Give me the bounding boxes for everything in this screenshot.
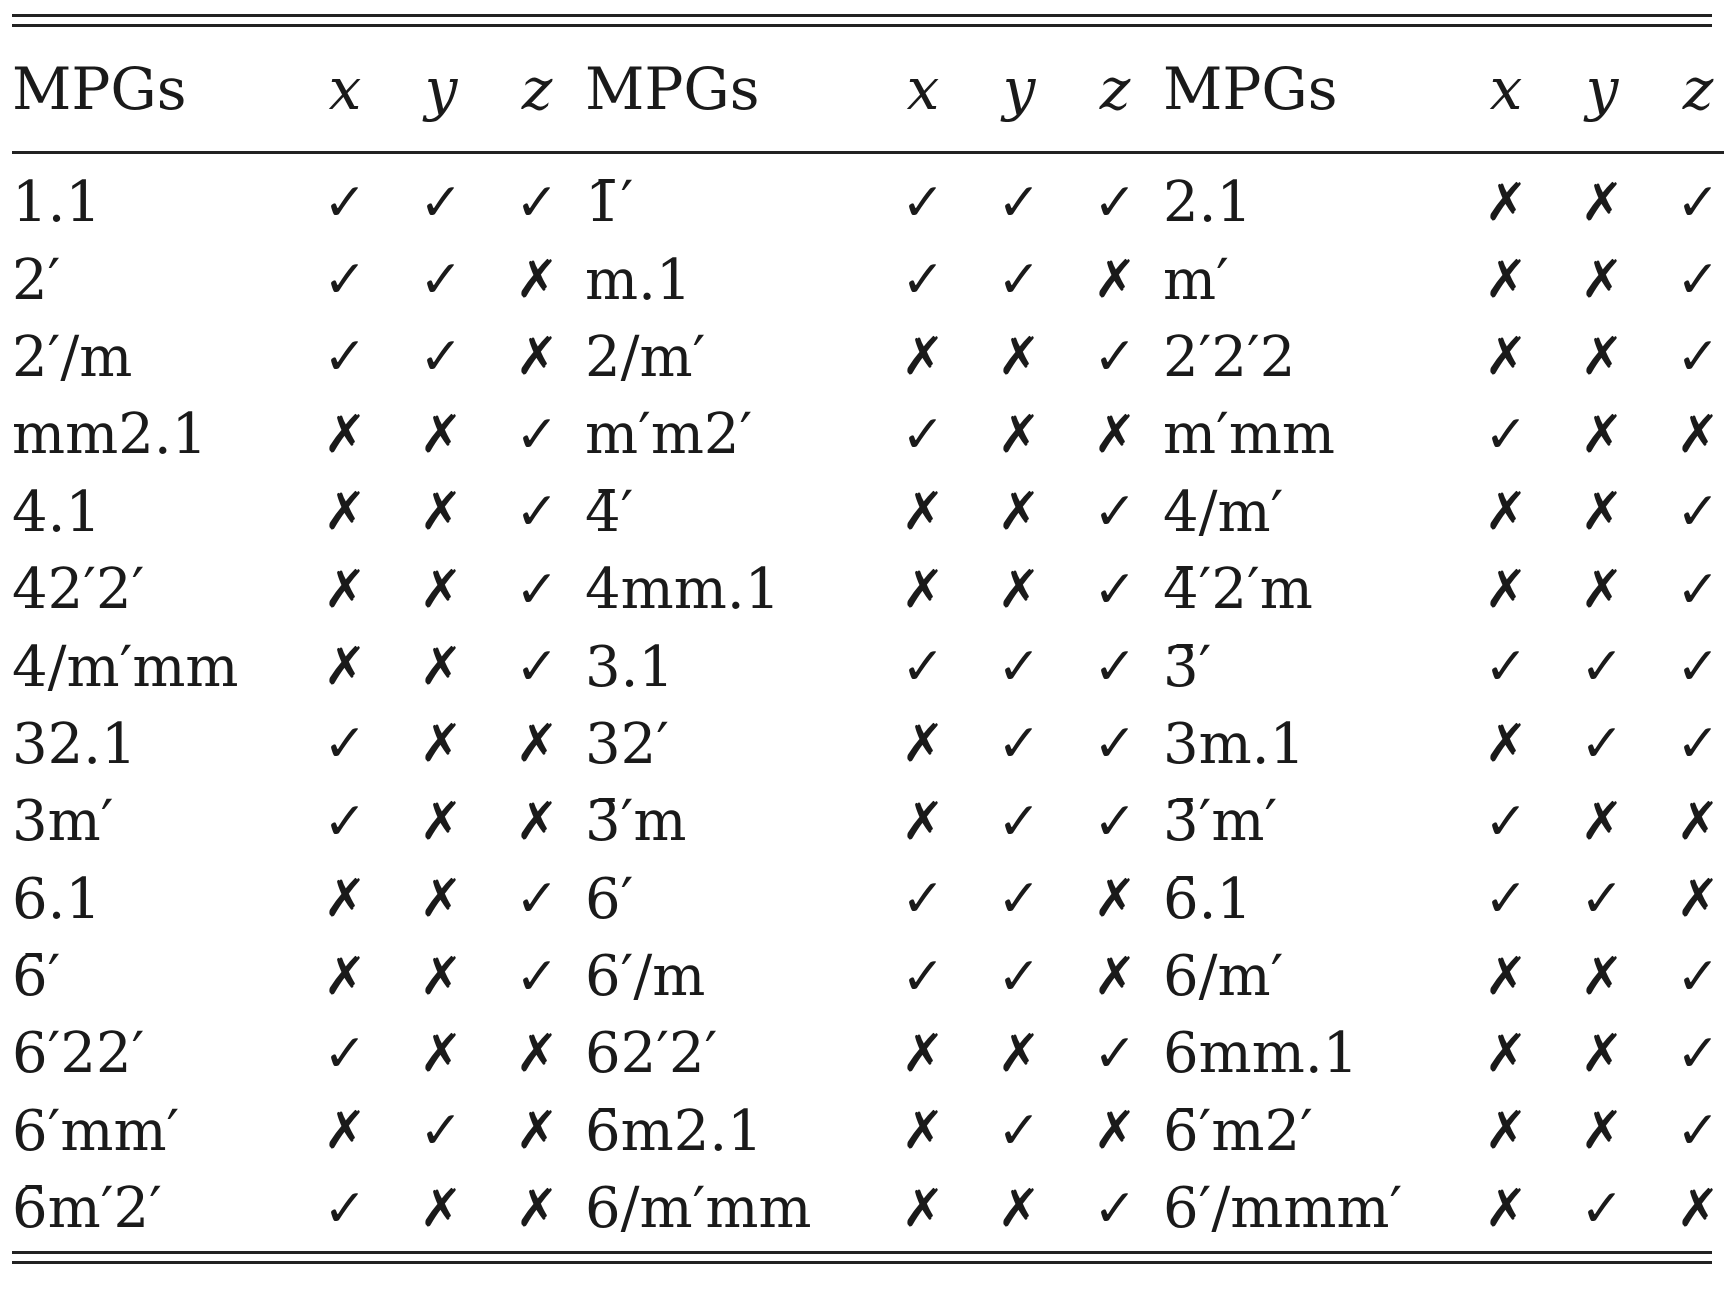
mark-x-1: ✓ [323, 327, 367, 388]
mark-y-2: ✗ [997, 1178, 1041, 1239]
mark-z-2: ✗ [1093, 404, 1137, 465]
mark-x-1: ✗ [323, 482, 367, 543]
mark-x-1: ✓ [323, 250, 367, 311]
mark-z-3: ✓ [1676, 559, 1720, 620]
mark-z-1: ✓ [515, 946, 559, 1007]
header-x-3: x [1489, 55, 1523, 123]
top-double-rule [12, 14, 1712, 27]
table-header [12, 27, 1724, 154]
group-cell-1: 2′ [12, 247, 61, 313]
mark-z-1: ✗ [515, 1101, 559, 1162]
table-row [12, 1093, 1724, 1170]
mark-x-2: ✓ [901, 172, 945, 233]
header-x-2: x [906, 55, 940, 123]
group-cell-1: 6̄m′2′ [12, 1176, 162, 1242]
header-row [12, 27, 1724, 151]
mpg-table-container [12, 14, 1720, 1264]
mark-z-2: ✗ [1093, 1101, 1137, 1162]
group-cell-3: 4̄′2′m [1163, 557, 1313, 623]
mark-x-2: ✓ [901, 869, 945, 930]
mark-x-3: ✗ [1484, 1101, 1528, 1162]
mark-z-3: ✓ [1676, 482, 1720, 543]
mark-x-2: ✓ [901, 404, 945, 465]
mark-y-3: ✗ [1580, 1101, 1624, 1162]
mark-x-3: ✓ [1484, 637, 1528, 698]
mark-y-2: ✗ [997, 404, 1041, 465]
mark-y-2: ✓ [997, 172, 1041, 233]
group-cell-1: 3m′ [12, 789, 114, 855]
mark-y-3: ✗ [1580, 172, 1624, 233]
mark-x-3: ✗ [1484, 559, 1528, 620]
mark-y-1: ✗ [419, 404, 463, 465]
group-cell-3: 2.1 [1163, 170, 1253, 236]
mark-y-3: ✓ [1580, 1178, 1624, 1239]
mark-z-3: ✓ [1676, 637, 1720, 698]
mark-x-1: ✓ [323, 714, 367, 775]
group-cell-3: 3̄′m′ [1163, 789, 1278, 855]
mark-x-3: ✓ [1484, 404, 1528, 465]
mark-z-3: ✓ [1676, 1101, 1720, 1162]
mark-y-1: ✓ [419, 172, 463, 233]
mark-y-2: ✓ [997, 1101, 1041, 1162]
group-cell-3: 6mm.1 [1163, 1021, 1359, 1087]
mark-z-3: ✓ [1676, 250, 1720, 311]
mark-y-1: ✗ [419, 1178, 463, 1239]
header-z-3: z [1682, 55, 1714, 123]
group-cell-3: 6̄′m2′ [1163, 1098, 1313, 1164]
mark-y-3: ✗ [1580, 791, 1624, 852]
mark-y-3: ✗ [1580, 250, 1624, 311]
mark-x-2: ✗ [901, 1023, 945, 1084]
group-cell-1: 2′/m [12, 324, 133, 390]
group-cell-1: 6̄′ [12, 944, 61, 1010]
mark-y-2: ✓ [997, 946, 1041, 1007]
mark-y-3: ✗ [1580, 482, 1624, 543]
group-cell-1: 32.1 [12, 711, 137, 777]
header-y-1: y [424, 55, 458, 123]
mark-x-1: ✗ [323, 404, 367, 465]
group-cell-2: 4mm.1 [585, 557, 781, 623]
mark-z-2: ✗ [1093, 250, 1137, 311]
table-row [12, 861, 1724, 938]
mark-y-2: ✗ [997, 1023, 1041, 1084]
table-row [12, 241, 1724, 318]
mark-x-1: ✓ [323, 1023, 367, 1084]
mark-z-3: ✗ [1676, 869, 1720, 930]
group-cell-1: 42′2′ [12, 557, 145, 623]
mark-x-1: ✓ [323, 1178, 367, 1239]
mark-y-2: ✗ [997, 327, 1041, 388]
mark-x-2: ✗ [901, 714, 945, 775]
mark-z-1: ✓ [515, 404, 559, 465]
mark-y-3: ✓ [1580, 637, 1624, 698]
mark-z-1: ✗ [515, 250, 559, 311]
mark-y-2: ✗ [997, 559, 1041, 620]
mark-x-1: ✗ [323, 869, 367, 930]
mark-z-3: ✓ [1676, 946, 1720, 1007]
mark-y-1: ✗ [419, 1023, 463, 1084]
mark-y-1: ✗ [419, 637, 463, 698]
header-z-1: z [521, 55, 553, 123]
mark-z-1: ✓ [515, 172, 559, 233]
mark-z-1: ✓ [515, 559, 559, 620]
mark-z-2: ✗ [1093, 946, 1137, 1007]
group-cell-2: 6̄m2.1 [585, 1098, 763, 1164]
mark-y-1: ✗ [419, 869, 463, 930]
mark-z-2: ✗ [1093, 869, 1137, 930]
mark-y-1: ✗ [419, 714, 463, 775]
header-mpgs-2: MPGs [585, 55, 760, 123]
mpg-table [12, 27, 1724, 1247]
bottom-double-rule [12, 1251, 1712, 1264]
mark-y-2: ✓ [997, 869, 1041, 930]
mark-y-1: ✗ [419, 482, 463, 543]
mark-y-1: ✗ [419, 791, 463, 852]
mark-z-1: ✓ [515, 482, 559, 543]
table-row [12, 938, 1724, 1015]
mark-z-1: ✗ [515, 1023, 559, 1084]
mark-x-2: ✓ [901, 250, 945, 311]
mark-z-1: ✗ [515, 1178, 559, 1239]
mark-y-1: ✓ [419, 1101, 463, 1162]
mark-x-2: ✗ [901, 559, 945, 620]
mark-x-3: ✗ [1484, 327, 1528, 388]
group-cell-2: 62′2′ [585, 1021, 718, 1087]
mark-z-3: ✓ [1676, 1023, 1720, 1084]
table-row [12, 783, 1724, 860]
table-row [12, 154, 1724, 241]
mark-x-2: ✓ [901, 946, 945, 1007]
mark-y-1: ✓ [419, 327, 463, 388]
mark-z-3: ✓ [1676, 714, 1720, 775]
group-cell-3: 6̄.1 [1163, 866, 1253, 932]
table-row [12, 396, 1724, 473]
table-row [12, 551, 1724, 628]
mark-x-1: ✗ [323, 559, 367, 620]
group-cell-1: 6′22′ [12, 1021, 145, 1087]
mark-z-1: ✗ [515, 714, 559, 775]
group-cell-2: 2/m′ [585, 324, 706, 390]
group-cell-3: m′ [1163, 247, 1229, 313]
mark-z-3: ✗ [1676, 404, 1720, 465]
mark-x-2: ✓ [901, 637, 945, 698]
group-cell-3: m′mm [1163, 402, 1336, 468]
header-y-2: y [1002, 55, 1036, 123]
mark-x-1: ✗ [323, 1101, 367, 1162]
group-cell-3: 2′2′2 [1163, 324, 1296, 390]
mark-y-3: ✓ [1580, 714, 1624, 775]
mark-y-3: ✗ [1580, 946, 1624, 1007]
group-cell-2: 3̄′m [585, 789, 687, 855]
group-cell-3: 3̄′ [1163, 634, 1212, 700]
header-x-1: x [328, 55, 362, 123]
group-cell-2: 32′ [585, 711, 669, 777]
header-mpgs-3: MPGs [1163, 55, 1338, 123]
mark-x-1: ✗ [323, 637, 367, 698]
mark-y-2: ✗ [997, 482, 1041, 543]
mark-x-2: ✗ [901, 327, 945, 388]
table-body [12, 154, 1724, 1247]
mark-x-3: ✗ [1484, 1178, 1528, 1239]
mark-x-3: ✗ [1484, 1023, 1528, 1084]
mark-z-3: ✗ [1676, 791, 1720, 852]
mark-z-1: ✓ [515, 869, 559, 930]
header-z-2: z [1099, 55, 1131, 123]
table-row [12, 319, 1724, 396]
mark-y-2: ✓ [997, 250, 1041, 311]
table-row [12, 706, 1724, 783]
mark-z-2: ✓ [1093, 482, 1137, 543]
group-cell-2: 3.1 [585, 634, 675, 700]
group-cell-2: m′m2′ [585, 402, 753, 468]
table-row [12, 1015, 1724, 1092]
group-cell-3: 6/m′ [1163, 944, 1284, 1010]
mark-x-2: ✗ [901, 482, 945, 543]
group-cell-2: 4̄′ [585, 479, 634, 545]
group-cell-2: m.1 [585, 247, 692, 313]
mark-y-2: ✓ [997, 637, 1041, 698]
mark-x-2: ✗ [901, 791, 945, 852]
mark-z-1: ✓ [515, 637, 559, 698]
group-cell-1: 4/m′mm [12, 634, 239, 700]
group-cell-3: 3m.1 [1163, 711, 1306, 777]
group-cell-2: 1̄′ [585, 170, 634, 236]
table-row [12, 628, 1724, 705]
group-cell-2: 6/m′mm [585, 1176, 812, 1242]
group-cell-1: 4.1 [12, 479, 102, 545]
mark-y-1: ✓ [419, 250, 463, 311]
mark-z-2: ✓ [1093, 1023, 1137, 1084]
mark-z-3: ✗ [1676, 1178, 1720, 1239]
mark-x-3: ✗ [1484, 172, 1528, 233]
group-cell-3: 6′/mmm′ [1163, 1176, 1403, 1242]
mark-z-2: ✓ [1093, 327, 1137, 388]
mark-z-3: ✓ [1676, 327, 1720, 388]
mark-y-3: ✗ [1580, 559, 1624, 620]
table-row [12, 1170, 1724, 1247]
group-cell-1: 6′mm′ [12, 1098, 180, 1164]
mark-z-2: ✓ [1093, 637, 1137, 698]
header-y-3: y [1585, 55, 1619, 123]
mark-x-3: ✗ [1484, 482, 1528, 543]
mark-x-3: ✗ [1484, 250, 1528, 311]
mark-x-3: ✓ [1484, 791, 1528, 852]
mark-x-3: ✓ [1484, 869, 1528, 930]
mark-z-1: ✗ [515, 791, 559, 852]
mark-y-1: ✗ [419, 559, 463, 620]
group-cell-2: 6′ [585, 866, 634, 932]
mark-x-1: ✗ [323, 946, 367, 1007]
mark-x-2: ✗ [901, 1178, 945, 1239]
mark-x-1: ✓ [323, 791, 367, 852]
mark-y-2: ✓ [997, 714, 1041, 775]
mark-x-2: ✗ [901, 1101, 945, 1162]
mark-y-1: ✗ [419, 946, 463, 1007]
mark-z-2: ✓ [1093, 1178, 1137, 1239]
mark-z-2: ✓ [1093, 172, 1137, 233]
mark-y-3: ✗ [1580, 404, 1624, 465]
group-cell-3: 4/m′ [1163, 479, 1284, 545]
mark-x-3: ✗ [1484, 946, 1528, 1007]
mark-y-3: ✗ [1580, 1023, 1624, 1084]
header-mpgs-1: MPGs [12, 55, 187, 123]
mark-z-2: ✓ [1093, 559, 1137, 620]
group-cell-1: mm2.1 [12, 402, 208, 468]
group-cell-1: 6.1 [12, 866, 102, 932]
mark-z-2: ✓ [1093, 791, 1137, 852]
mark-x-3: ✗ [1484, 714, 1528, 775]
group-cell-1: 1.1 [12, 170, 102, 236]
mark-x-1: ✓ [323, 172, 367, 233]
mark-z-1: ✗ [515, 327, 559, 388]
mark-z-2: ✓ [1093, 714, 1137, 775]
mark-y-2: ✓ [997, 791, 1041, 852]
mark-y-3: ✗ [1580, 327, 1624, 388]
mark-y-3: ✓ [1580, 869, 1624, 930]
table-row [12, 474, 1724, 551]
group-cell-2: 6′/m [585, 944, 706, 1010]
mark-z-3: ✓ [1676, 172, 1720, 233]
